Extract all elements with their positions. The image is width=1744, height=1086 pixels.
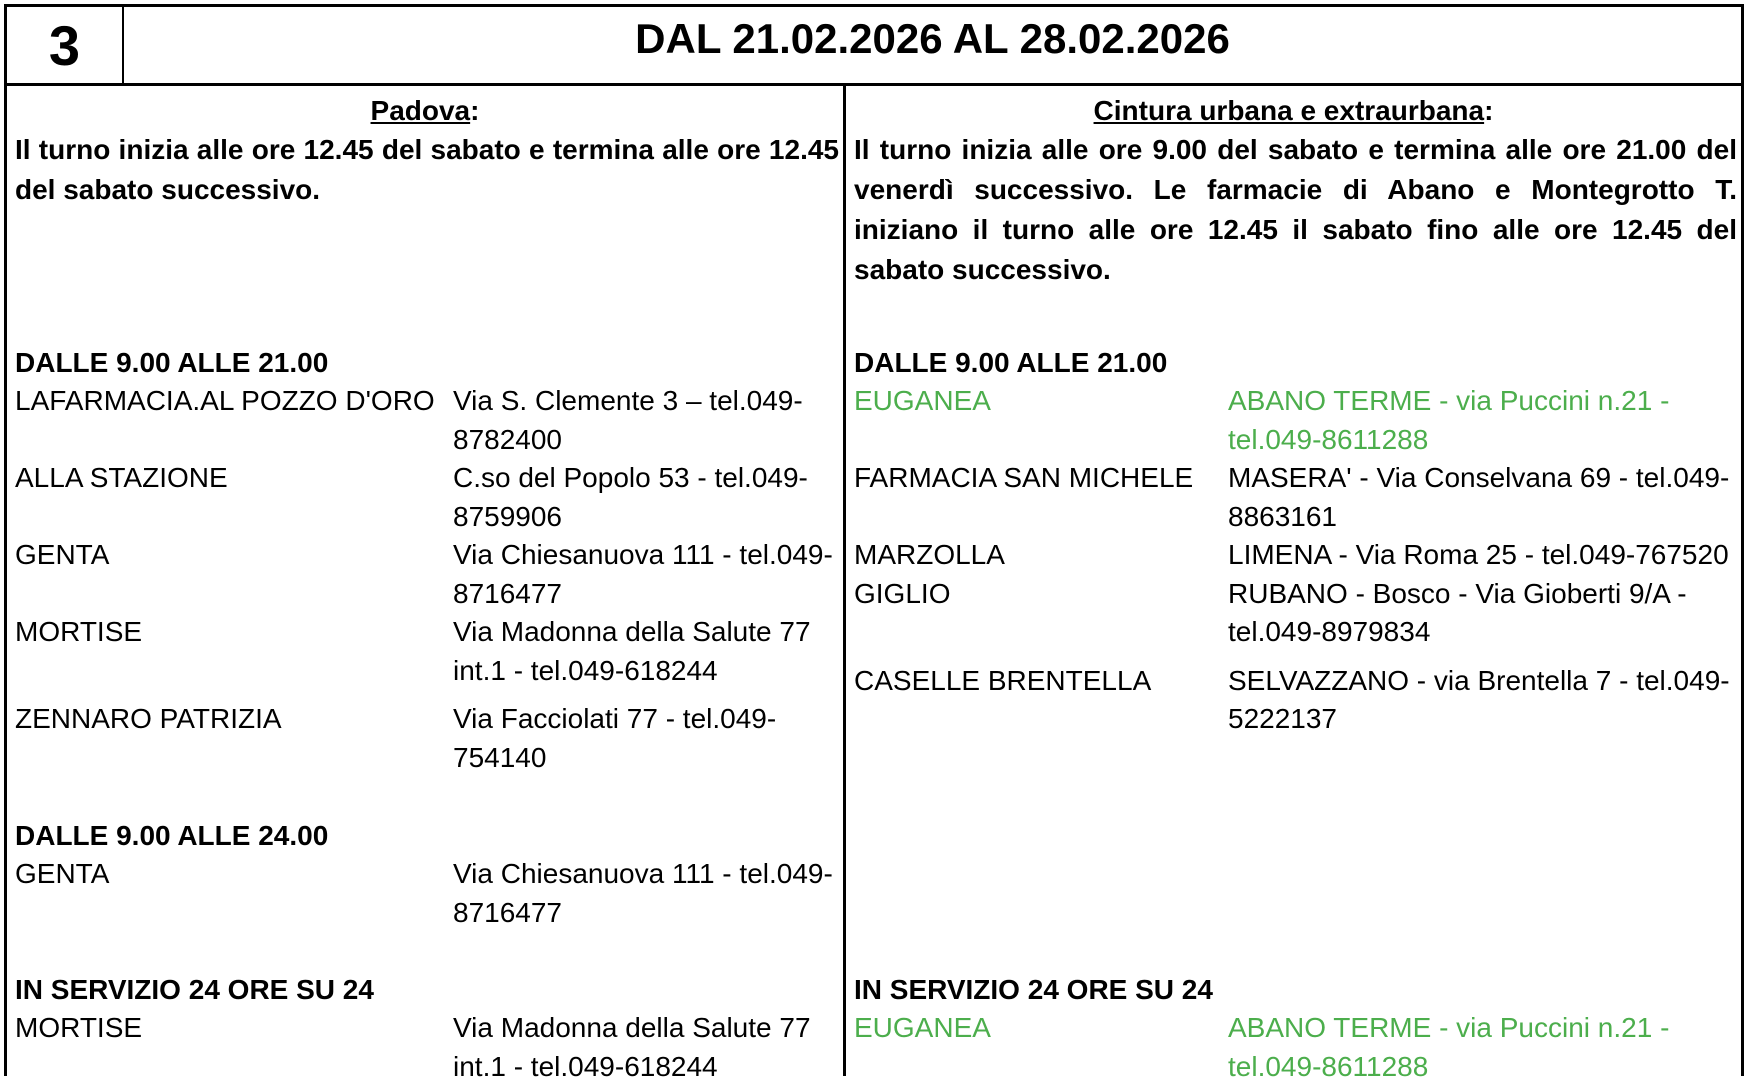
pharmacy-address: C.so del Popolo 53 - tel.049-8759906 <box>453 462 808 532</box>
padova-title <box>7 96 843 126</box>
pharmacy-row <box>15 1009 843 1086</box>
period-title: DAL 21.02.2026 AL 28.02.2026 <box>635 15 1230 62</box>
padova-title-colon: : <box>470 95 480 126</box>
section-heading: DALLE 9.00 ALLE 21.00 <box>854 347 1168 378</box>
cintura-title <box>846 96 1741 126</box>
pharmacy-row-highlight <box>854 1009 1741 1086</box>
pharmacy-name: GIGLIO <box>854 577 951 609</box>
pharmacy-row <box>15 382 843 459</box>
pharmacy-row <box>854 575 1741 652</box>
pharmacy-address: ABANO TERME - via Puccini n.21 - tel.049-8611288 <box>1228 1012 1670 1082</box>
pharmacy-name: MARZOLLA <box>854 539 1005 570</box>
padova-section-9-21 <box>15 344 843 777</box>
pharmacy-address: LIMENA - Via Roma 25 - tel.049-767520 <box>1228 539 1729 570</box>
padova-column <box>7 86 843 1082</box>
padova-section-24h <box>15 971 843 1086</box>
cintura-section-9-21 <box>854 344 1741 739</box>
padova-title-text: Padova <box>370 95 471 126</box>
pharmacy-address: ABANO TERME - via Puccini n.21 - tel.049-8611288 <box>1228 385 1670 455</box>
pharmacy-row <box>15 459 843 536</box>
pharmacy-row <box>15 613 843 690</box>
pharmacy-address: Via Madonna della Salute 77 int.1 - tel.049-618244 <box>453 616 811 686</box>
cintura-title-colon: : <box>1484 95 1494 126</box>
pharmacy-duty-sheet <box>4 4 1744 1082</box>
padova-section-9-24 <box>15 817 843 932</box>
pharmacy-name: GENTA <box>15 539 110 570</box>
pharmacy-name: GENTA <box>15 858 110 889</box>
cintura-intro: Il turno inizia alle ore 9.00 del sabato e termina alle ore 21.00 del venerdì successivo. Le farmacie di Abano e Montegrotto T. iniziano il turno alle ore 12.45 il sabato fino alle ore 12.45 del sabato successivo. <box>854 134 1737 285</box>
pharmacy-name: EUGANEA <box>854 1012 991 1043</box>
section-heading: DALLE 9.00 ALLE 21.00 <box>15 347 329 378</box>
pharmacy-row <box>854 459 1741 536</box>
pharmacy-row <box>854 662 1741 739</box>
pharmacy-row <box>15 536 843 613</box>
pharmacy-name: CASELLE BRENTELLA <box>854 664 1152 696</box>
pharmacy-name: MORTISE <box>15 616 143 647</box>
pharmacy-name: ALLA STAZIONE <box>15 462 228 493</box>
pharmacy-row <box>15 855 843 932</box>
pharmacy-row <box>15 700 843 777</box>
pharmacy-row <box>854 536 1741 575</box>
pharmacy-address: MASERA' - Via Conselvana 69 - tel.049-8863161 <box>1228 462 1730 532</box>
pharmacy-name: MORTISE <box>15 1012 143 1043</box>
pharmacy-name: FARMACIA SAN MICHELE <box>854 462 1194 493</box>
cintura-title-text: Cintura urbana e extraurbana <box>1093 95 1485 126</box>
pharmacy-address: Via Madonna della Salute 77 int.1 - tel.049-618244 <box>453 1012 811 1082</box>
pharmacy-row-highlight <box>854 382 1741 459</box>
cintura-section-24h <box>854 971 1741 1086</box>
pharmacy-address: Via Facciolati 77 - tel.049-754140 <box>453 703 777 773</box>
section-heading: IN SERVIZIO 24 ORE SU 24 <box>15 974 374 1005</box>
section-heading: DALLE 9.00 ALLE 24.00 <box>15 820 329 851</box>
pharmacy-address: RUBANO - Bosco - Via Gioberti 9/A - tel.049-8979834 <box>1228 577 1687 647</box>
pharmacy-name: LAFARMACIA.AL POZZO D'ORO <box>15 385 435 416</box>
pharmacy-name: EUGANEA <box>854 385 991 416</box>
pharmacy-address: Via S. Clemente 3 – tel.049-8782400 <box>453 385 803 455</box>
pharmacy-address: Via Chiesanuova 111 - tel.049-8716477 <box>453 539 833 609</box>
pharmacy-address: SELVAZZANO - via Brentella 7 - tel.049-5222137 <box>1228 664 1730 734</box>
week-number: 3 <box>7 7 124 83</box>
cintura-column <box>846 86 1741 1082</box>
padova-intro: Il turno inizia alle ore 12.45 del sabato e termina alle ore 12.45 del sabato successivo. <box>15 134 839 205</box>
section-heading: IN SERVIZIO 24 ORE SU 24 <box>854 974 1213 1005</box>
pharmacy-name: ZENNARO PATRIZIA <box>15 703 282 734</box>
pharmacy-address: Via Chiesanuova 111 - tel.049-8716477 <box>453 858 833 928</box>
